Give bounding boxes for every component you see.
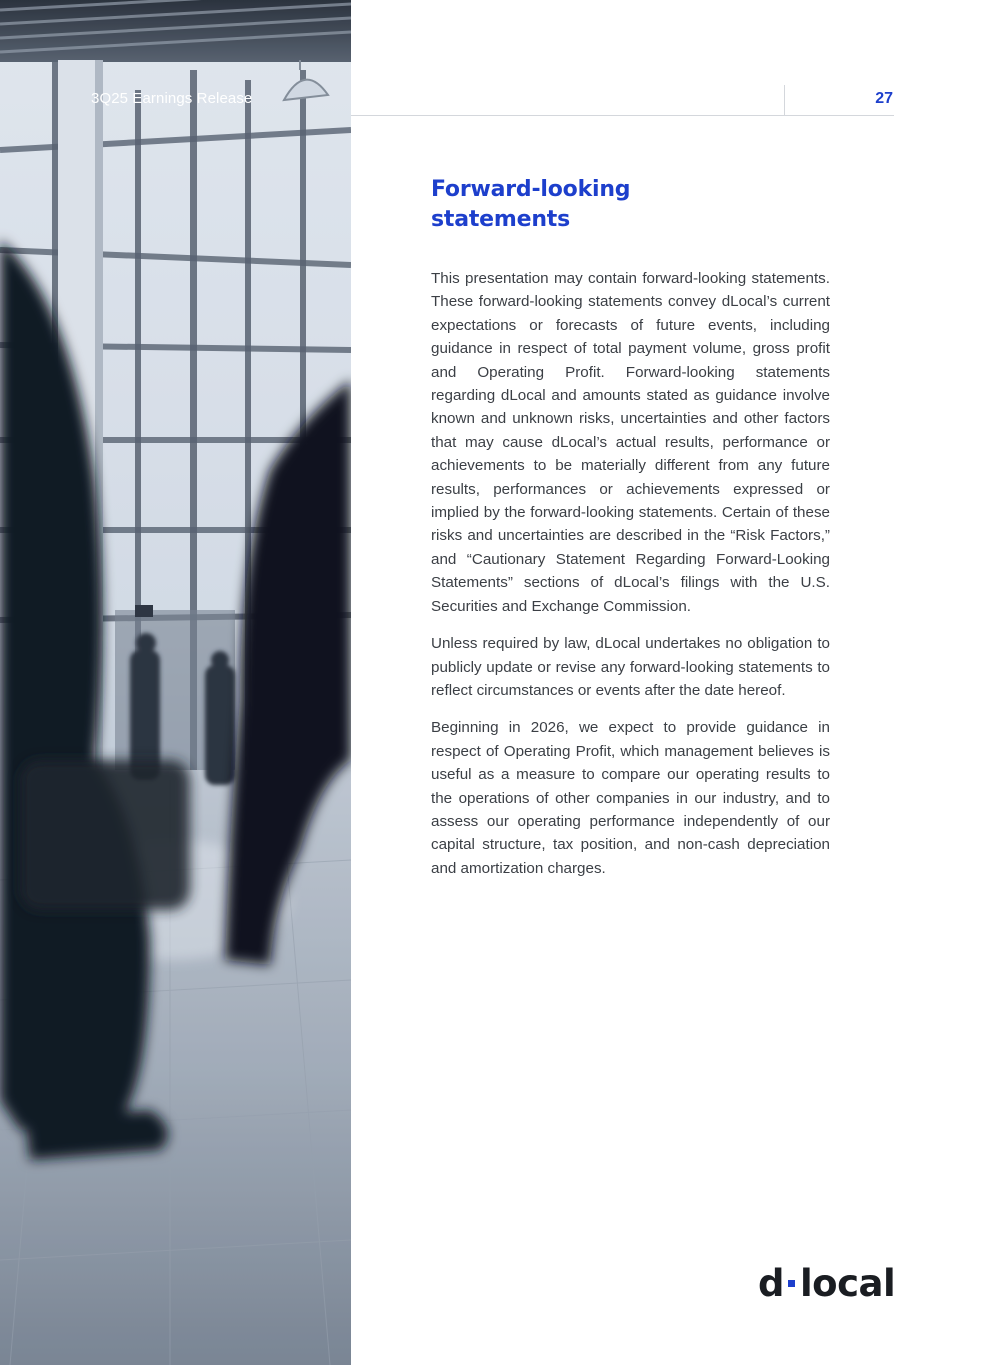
page-number: 27	[875, 90, 893, 107]
logo-text-right: local	[800, 1262, 896, 1305]
paragraph-3: Beginning in 2026, we expect to provide guidance in respect of Operating Profit, which management believes is useful as a measure to compare our operating results to the operations of other companies in our industry, and to assess our operating performance independently of our capital structure, tax position, and non-cash depreciation and amortization charges.	[431, 719, 830, 877]
section-title-line-1: Forward-looking	[431, 177, 631, 202]
header-divider	[784, 85, 785, 115]
paragraph-2: Unless required by law, dLocal undertakes no obligation to publicly update or revise any forward-looking statements to reflect circumstances or events after the date hereof.	[431, 635, 830, 699]
release-label: 3Q25 Earnings Release	[91, 90, 253, 107]
section-title-line-2: statements	[431, 207, 571, 232]
dlocal-logo	[758, 1262, 898, 1310]
paragraph-1: This presentation may contain forward-looking statements. These forward-looking statements convey dLocal’s current expectations or forecasts of future events, including guidance in respect of total payment volume, gross profit and Operating Profit. Forward-looking statements regarding dLocal and amounts stated as guidance involve known and unknown risks, uncertainties and other factors that may cause dLocal’s actual results, performance or achievements to be materially different from any future results, performances or achievements expressed or implied by the forward-looking statements. Certain of these risks and uncertainties are described in the “Risk Factors,” and “Cautionary Statement Regarding Forward-Looking Statements” sections of dLocal’s filings with the U.S. Securities and Exchange Commission.	[431, 270, 830, 615]
body-text	[431, 267, 830, 894]
section-title	[431, 175, 691, 235]
square-dot-icon	[788, 1280, 795, 1287]
header-rule	[351, 115, 894, 116]
logo-text-left: d	[758, 1262, 784, 1305]
cover-photo	[0, 0, 351, 1365]
